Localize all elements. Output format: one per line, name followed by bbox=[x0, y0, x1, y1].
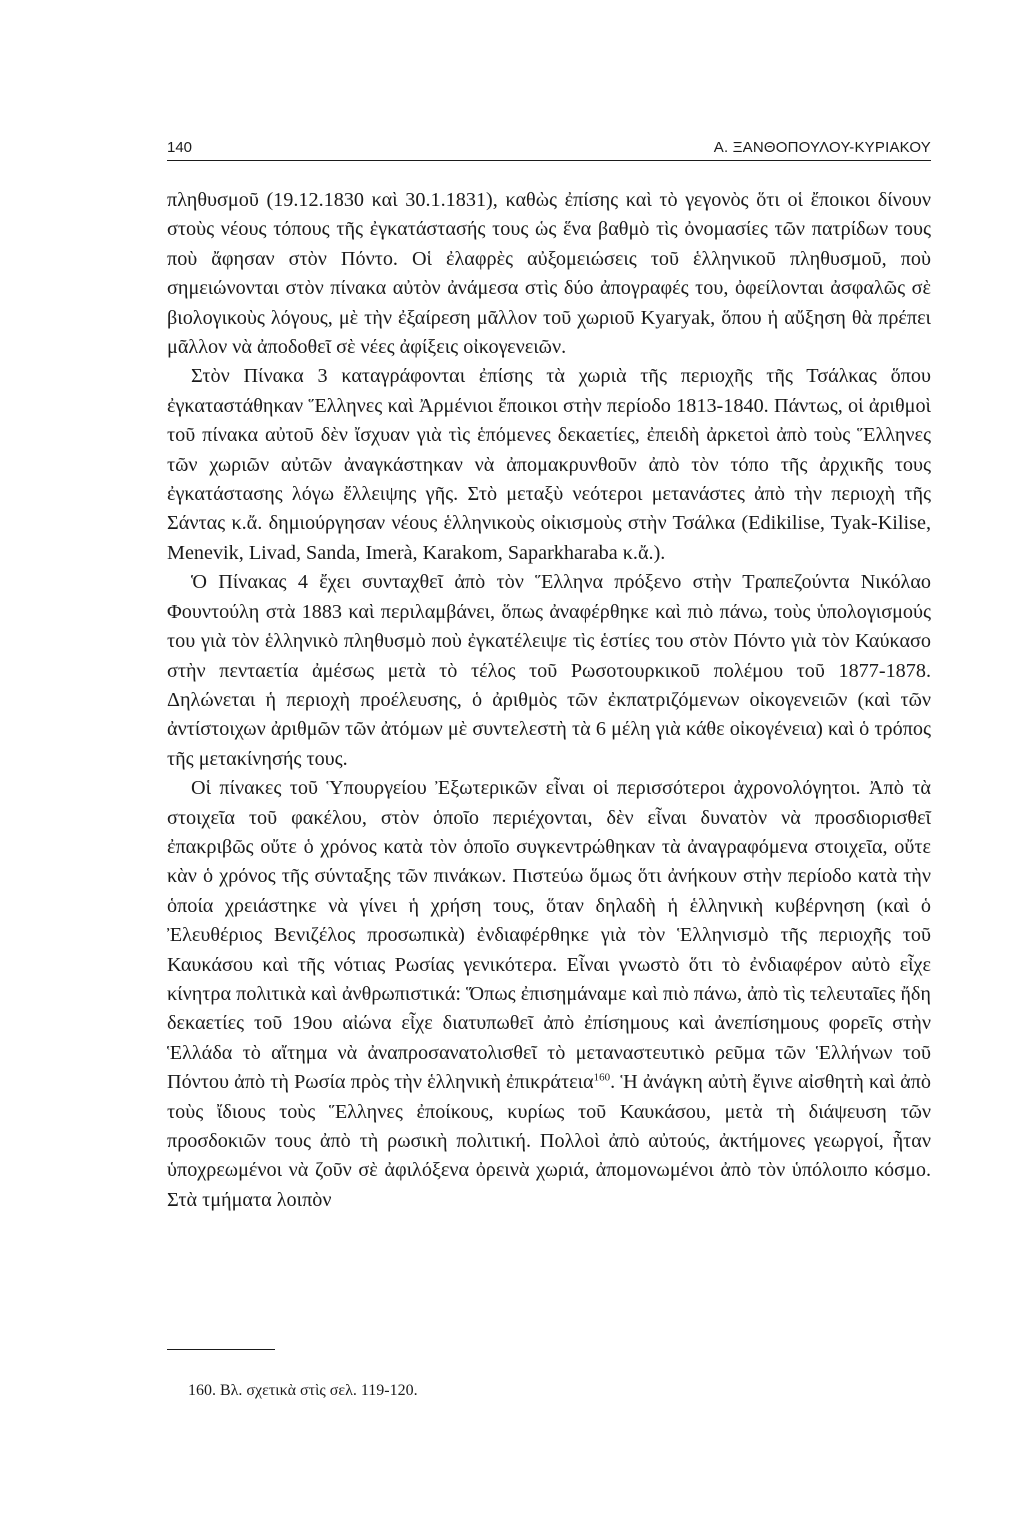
paragraph-2: Στὸν Πίνακα 3 καταγράφονται ἐπίσης τὰ χωριὰ τῆς περιοχῆς τῆς Τσάλκας ὅπου ἐγκαταστάθηκαν Ἕλληνες καὶ Ἀρμένιοι ἔποικοι στὴν περίοδο 1813-1840. Πάντως, οἱ ἀριθμοὶ τοῦ πίνακα αὐτοῦ δὲν ἴσχυαν γιὰ τὶς ἑπόμενες δεκαετίες, ἐπειδὴ ἀρκετοὶ ἀπὸ τοὺς Ἕλληνες τῶν χωριῶν αὐτῶν ἀναγκάστηκαν νὰ ἀπομακρυνθοῦν ἀπὸ τὸν τόπο τῆς ἀρχικῆς τους ἐγκατάστασης λόγω ἔλλειψης γῆς. Στὸ μεταξὺ νεότεροι μετανάστες ἀπὸ τὴν περιοχὴ τῆς Σάντας κ.ἄ. δημιούργησαν νέους ἑλληνικοὺς οἰκισμοὺς στὴν Τσάλκα (Edikilise, Tyak-Kilise, Menevik, Livad, Sanda, Imerà, Karakom, Saparkharaba κ.ἄ.). bbox=[167, 365, 931, 564]
paragraph-1: πληθυσμοῦ (19.12.1830 καὶ 30.1.1831), καθὼς ἐπίσης καὶ τὸ γεγονὸς ὅτι οἱ ἔποικοι δίνουν στοὺς νέους τόπους τῆς ἐγκατάστασής τους ὡς ἕνα βαθμὸ τὶς ὀνομασίες τῶν πατρίδων τους ποὺ ἄφησαν στὸν Πόντο. Οἱ ἐλαφρὲς αὐξομειώσεις τοῦ ἑλληνικοῦ πληθυσμοῦ, ποὺ σημειώνονται στὸν πίνακα αὐτὸν ἀνάμεσα στὶς δύο ἀπογραφές του, ὀφείλονται ἀσφαλῶς σὲ βιολογικοὺς λόγους, μὲ τὴν ἐξαίρεση μᾶλλον τοῦ χωριοῦ Kyaryak, ὅπου ἡ αὔξηση θὰ πρέπει μᾶλλον νὰ ἀποδοθεῖ σὲ νέες ἀφίξεις οἰκογενειῶν. bbox=[167, 189, 931, 359]
footnote-separator bbox=[167, 1349, 275, 1350]
paragraph-4 bbox=[167, 774, 931, 1215]
paragraph-3: Ὁ Πίνακας 4 ἔχει συνταχθεῖ ἀπὸ τὸν Ἕλληνα πρόξενο στὴν Τραπεζούντα Νικόλαο Φουντούλη στὰ 1883 καὶ περιλαμβάνει, ὅπως ἀναφέρθηκε καὶ πιὸ πάνω, τοὺς ὑπολογισμούς του γιὰ τὸν ἑλληνικὸ πληθυσμὸ ποὺ ἐγκατέλειψε τὶς ἑστίες του στὸν Πόντο γιὰ τὸν Καύκασο στὴν πενταετία ἀμέσως μετὰ τὸ τέλος τοῦ Ρωσοτουρκικοῦ πολέμου τοῦ 1877-1878. Δηλώνεται ἡ περιοχὴ προέλευσης, ὁ ἀριθμὸς τῶν ἐκπατριζόμενων οἰκογενειῶν (καὶ τῶν ἀντίστοιχων ἀριθμῶν τῶν ἀτόμων μὲ συντελεστὴ τὰ 6 μέλη γιὰ κάθε οἰκογένεια) καὶ ὁ τρόπος τῆς μετακίνησής τους. bbox=[167, 571, 931, 770]
body-text bbox=[167, 186, 931, 1215]
paragraph-4-part-2: . Ἡ ἀνάγκη αὐτὴ ἔγινε αἰσθητὴ καὶ ἀπὸ τοὺς ἴδιους τοὺς Ἕλληνες ἐποίκους, κυρίως τοῦ Καυκάσου, μετὰ τὴ διάψευση τῶν προσδοκιῶν τους ἀπὸ τὴ ρωσικὴ πολιτική. Πολλοὶ ἀπὸ αὐτούς, ἀκτήμονες γεωργοί, ἦταν ὑποχρεωμένοι νὰ ζοῦν σὲ ἀφιλόξενα ὀρεινὰ χωριά, ἀπομονωμένοι ἀπὸ τὸν ὑπόλοιπο κόσμο. Στὰ τμήματα λοιπὸν bbox=[167, 1071, 931, 1211]
footnote-reference[interactable]: 160 bbox=[593, 1071, 611, 1084]
running-head: Α. ΞΑΝΘΟΠΟΥΛΟΥ-ΚΥΡΙΑΚΟΥ bbox=[713, 139, 931, 156]
paragraph-4-part-1: Οἱ πίνακες τοῦ Ὑπουργείου Ἐξωτερικῶν εἶναι οἱ περισσότεροι ἀχρονολόγητοι. Ἀπὸ τὰ στοιχεῖα τοῦ φακέλου, στὸν ὁποῖο περιέχονται, δὲν εἶναι δυνατὸν νὰ προσδιορισθεῖ ἐπακριβῶς οὔτε ὁ χρόνος κατὰ τὸν ὁποῖο συγκεντρώθηκαν τὰ ἀναγραφόμενα στοιχεῖα, οὔτε κὰν ὁ χρόνος τῆς σύνταξης τῶν πινάκων. Πιστεύω ὅμως ὅτι ἀνήκουν στὴν περίοδο κατὰ τὴν ὁποία χρειάστηκε νὰ γίνει ἡ χρήση τους, ὅταν δηλαδὴ ἡ ἑλληνικὴ κυβέρνηση (καὶ ὁ Ἐλευθέριος Βενιζέλος προσωπικὰ) ἐνδιαφέρθηκε γιὰ τὸν Ἑλληνισμὸ τῆς περιοχῆς τοῦ Καυκάσου καὶ τῆς νότιας Ρωσίας γενικότερα. Εἶναι γνωστὸ ὅτι τὸ ἐνδιαφέρον αὐτὸ εἶχε κίνητρα πολιτικὰ καὶ ἀνθρωπιστικά: Ὅπως ἐπισημάναμε καὶ πιὸ πάνω, ἀπὸ τὶς τελευταῖες ἤδη δεκαετίες τοῦ 19ου αἰώνα εἶχε διατυπωθεῖ ἀπὸ ἐπίσημους καὶ ἀνεπίσημους φορεῖς στὴν Ἑλλάδα τὸ αἴτημα νὰ ἀναπροσανατολισθεῖ τὸ μεταναστευτικὸ ρεῦμα τῶν Ἑλλήνων τοῦ Πόντου ἀπὸ τὴ Ρωσία πρὸς τὴν ἑλληνικὴ ἐπικράτεια bbox=[167, 777, 931, 1094]
footnote-160: 160. Βλ. σχετικὰ στὶς σελ. 119-120. bbox=[188, 1382, 418, 1399]
page-header bbox=[167, 134, 931, 161]
page-number: 140 bbox=[167, 139, 193, 156]
